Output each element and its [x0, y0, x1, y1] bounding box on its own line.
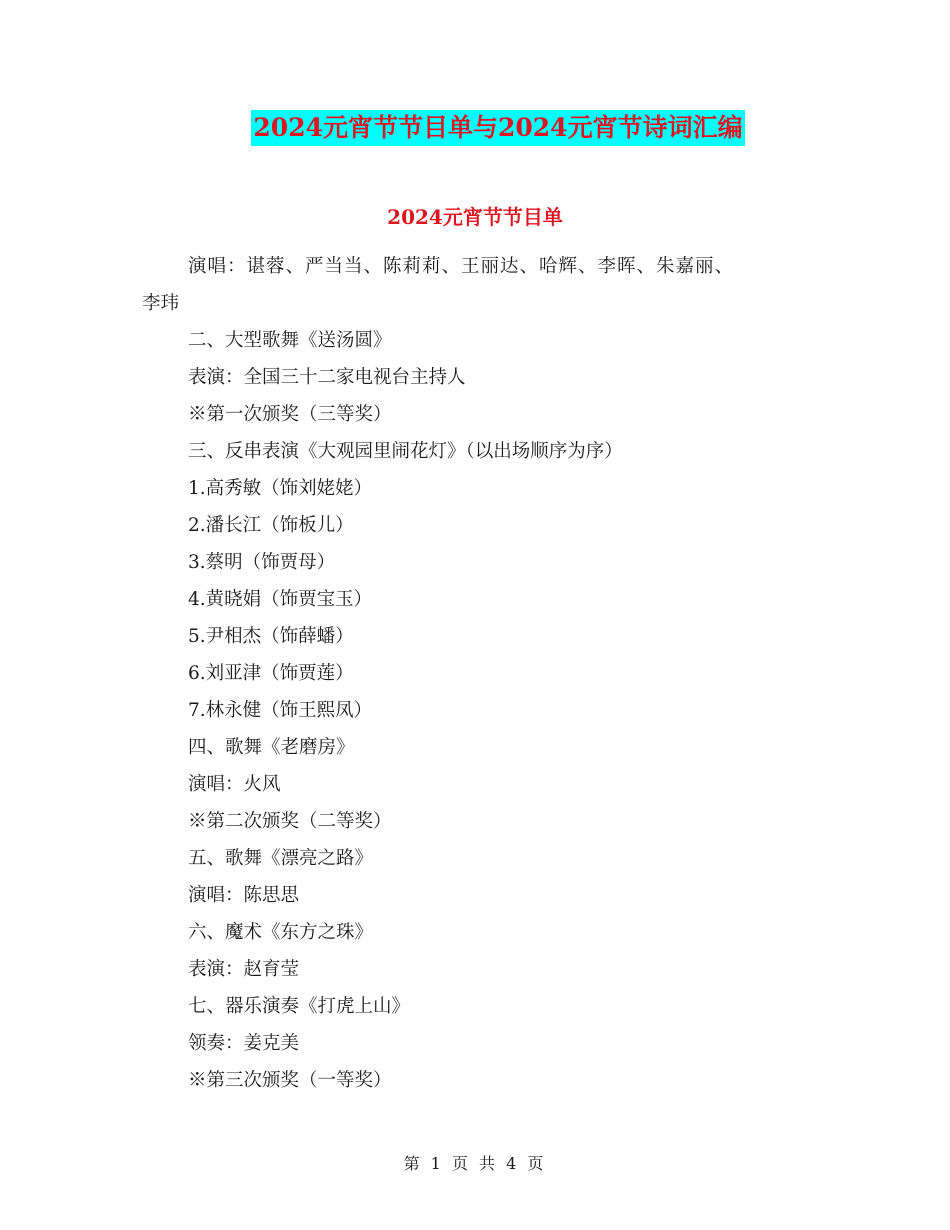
page-footer: 第 1 页 共 4 页 — [403, 1154, 547, 1173]
document-body — [142, 248, 802, 1099]
program-line: 二、大型歌舞《送汤圆》 — [188, 330, 392, 351]
document-title: 2024元宵节节目单与2024元宵节诗词汇编 — [251, 110, 744, 146]
program-line: 三、反串表演《大观园里闹花灯》（以出场顺序为序） — [188, 441, 623, 462]
program-line: 五、歌舞《漂亮之路》 — [188, 848, 374, 869]
program-line: 演唱：火风 — [188, 774, 281, 795]
program-line: ※第二次颁奖（二等奖） — [188, 811, 392, 832]
program-line: 2.潘长江（饰板儿） — [188, 515, 354, 536]
program-line: 5.尹相杰（饰薛蟠） — [188, 626, 354, 647]
program-line: 演唱：谌蓉、严当当、陈莉莉、王丽达、哈辉、李晖、朱嘉丽、 — [188, 256, 735, 277]
program-line: 七、器乐演奏《打虎上山》 — [188, 996, 411, 1017]
program-line: 7.林永健（饰王熙凤） — [188, 700, 373, 721]
program-line: 演唱：陈思思 — [188, 885, 300, 906]
program-line: 1.高秀敏（饰刘姥姥） — [188, 478, 373, 499]
program-line: 李玮 — [142, 293, 180, 314]
program-line: ※第三次颁奖（一等奖） — [188, 1070, 392, 1091]
program-line: 表演：全国三十二家电视台主持人 — [188, 367, 466, 388]
program-line: 领奏：姜克美 — [188, 1033, 300, 1054]
program-line: 六、魔术《东方之珠》 — [188, 922, 374, 943]
program-line: ※第一次颁奖（三等奖） — [188, 404, 392, 425]
document-title-container — [0, 110, 950, 146]
program-line: 6.刘亚津（饰贾莲） — [188, 663, 354, 684]
program-line: 4.黄晓娟（饰贾宝玉） — [188, 589, 373, 610]
section-heading: 2024元宵节节目单 — [387, 205, 563, 229]
program-line: 3.蔡明（饰贾母） — [188, 552, 336, 573]
program-line: 四、歌舞《老磨房》 — [188, 737, 355, 758]
program-line: 表演：赵育莹 — [188, 959, 300, 980]
